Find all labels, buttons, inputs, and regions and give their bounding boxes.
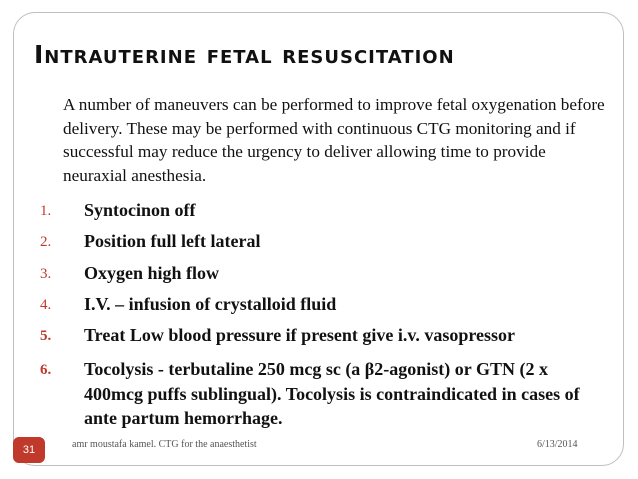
item-text: Oxygen high flow: [84, 263, 220, 283]
item-number: 2.: [40, 234, 52, 250]
intro-paragraph: A number of maneuvers can be performed to improve fetal oxygenation before delivery. These may be performed with continuous CTG monitoring and if successful may reduce the urgency to deliver allowing time to provide neuraxial anesthesia.: [63, 95, 605, 185]
footer-author: amr moustafa kamel. CTG for the anaesthetist: [72, 439, 257, 450]
footer-date: 6/13/2014: [537, 439, 578, 450]
item-number: 6.: [40, 362, 52, 378]
item-text: Treat Low blood pressure if present give i.v. vasopressor: [84, 325, 516, 345]
item-number: 4.: [40, 297, 52, 313]
item-text: Tocolysis - terbutaline 250 mcg sc (a β2-agonist) or GTN (2 x 400mcg puffs sublingual). Tocolysis is contraindicated in cases of ante partum hemorrhage.: [84, 359, 580, 428]
slide-title: Intrauterine fetal resuscitation: [34, 40, 455, 69]
item-text: Syntocinon off: [84, 200, 196, 220]
item-number: 1.: [40, 203, 52, 219]
item-text: I.V. – infusion of crystalloid fluid: [84, 294, 337, 314]
page-number-badge: 31: [13, 437, 45, 463]
item-text: Position full left lateral: [84, 231, 261, 251]
item-number: 5.: [40, 328, 52, 344]
item-number: 3.: [40, 266, 52, 282]
